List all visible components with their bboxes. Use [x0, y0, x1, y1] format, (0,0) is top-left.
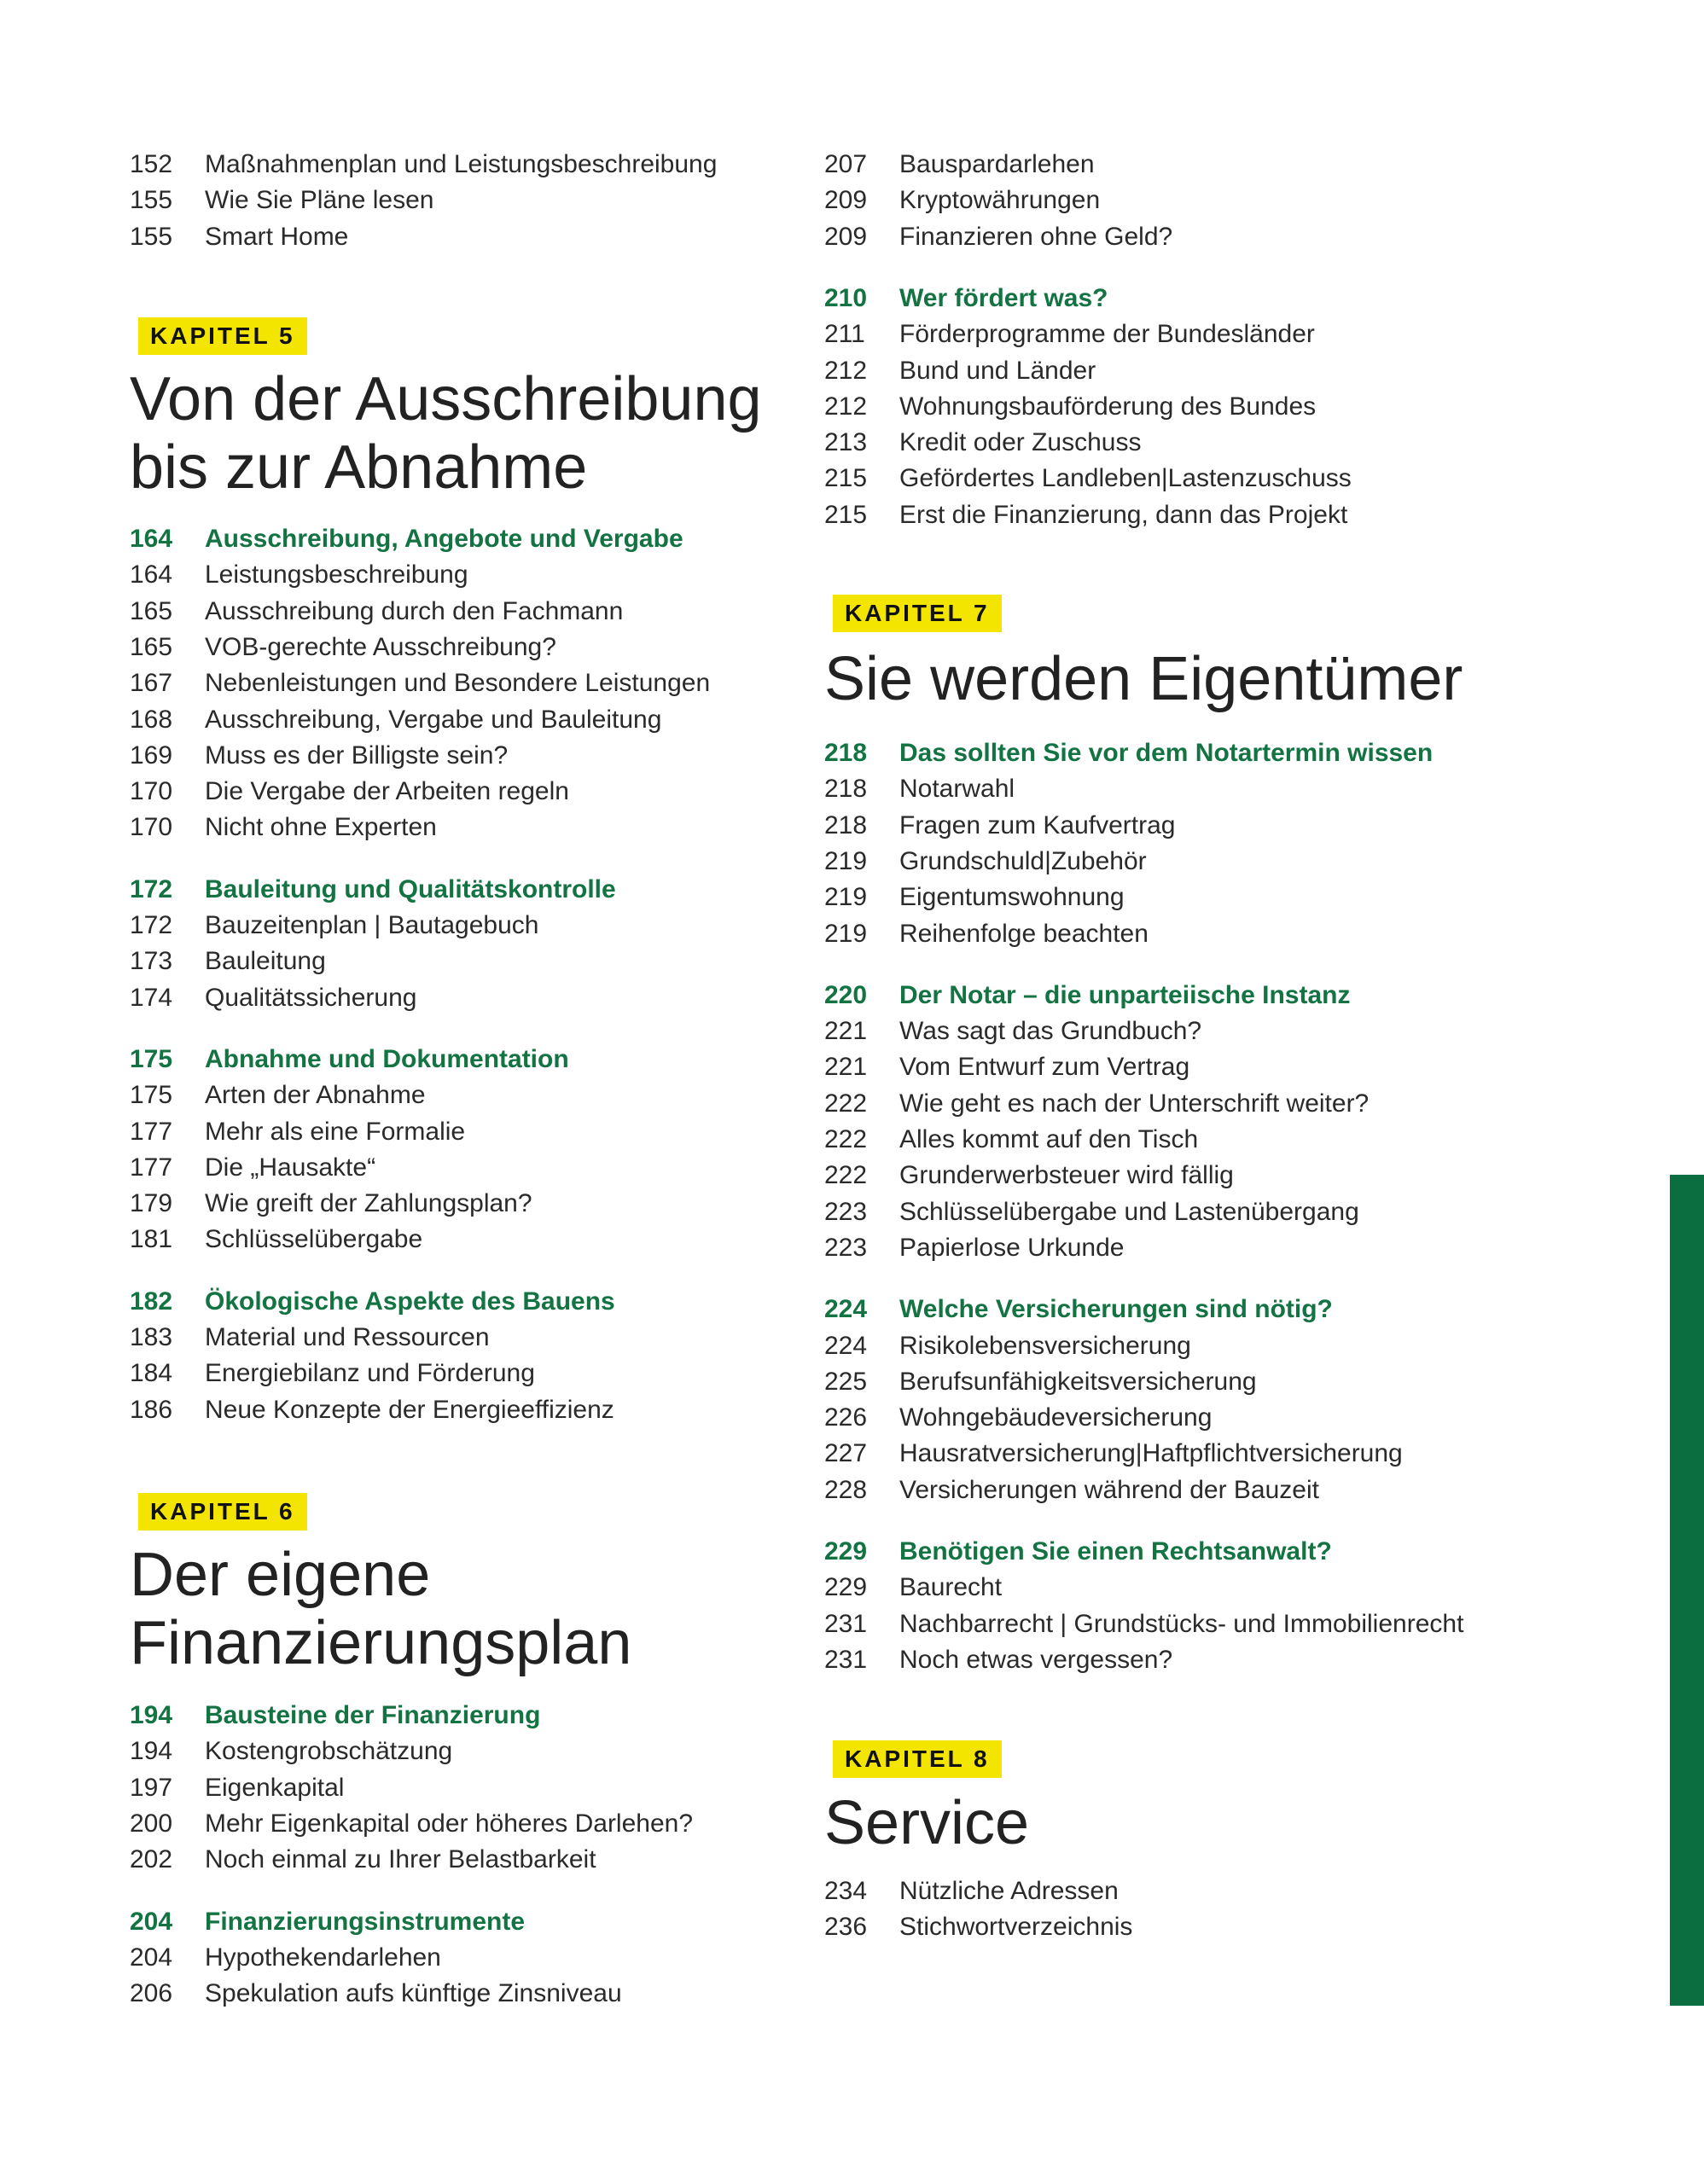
toc-entry-title: Nachbarrecht | Grundstücks- und Immobilienrecht — [899, 1609, 1464, 1638]
toc-page-number: 209 — [824, 222, 868, 251]
toc-page-number: 181 — [130, 1225, 173, 1254]
toc-page-number: 236 — [824, 1913, 868, 1942]
chapter-title: Sie werden Eigentümer — [824, 645, 1463, 713]
toc-entry-title: Reihenfolge beachten — [899, 919, 1149, 948]
toc-page-number: 164 — [130, 525, 173, 553]
chapter-title: Service — [824, 1789, 1030, 1857]
toc-entry-title: Baurecht — [899, 1573, 1003, 1602]
toc-page-number: 207 — [824, 150, 868, 178]
toc-entry-title: Stichwortverzeichnis — [899, 1913, 1133, 1942]
toc-entry-title: Wie Sie Pläne lesen — [205, 186, 434, 215]
toc-page-number: 172 — [130, 911, 173, 939]
toc-page-number: 168 — [130, 705, 173, 734]
toc-page-number: 218 — [824, 810, 868, 839]
toc-page-number: 223 — [824, 1197, 868, 1226]
toc-page-number: 211 — [824, 320, 865, 349]
toc-page-number: 228 — [824, 1475, 868, 1504]
toc-entry-title: Der Notar – die unparteiische Instanz — [899, 980, 1351, 1009]
toc-page-number: 194 — [130, 1701, 173, 1729]
toc-page-number: 186 — [130, 1395, 173, 1424]
toc-page-number: 194 — [130, 1737, 173, 1766]
toc-entry-title: Kostengrobschätzung — [205, 1737, 453, 1766]
toc-page-number: 183 — [130, 1323, 173, 1351]
toc-page-number: 219 — [824, 883, 868, 912]
toc-entry-title: Vom Entwurf zum Vertrag — [899, 1053, 1190, 1082]
toc-entry-title: Berufsunfähigkeitsversicherung — [899, 1367, 1257, 1396]
toc-entry-title: Nebenleistungen und Besondere Leistungen — [205, 669, 711, 698]
toc-entry-title: Mehr Eigenkapital oder höheres Darlehen? — [205, 1809, 694, 1838]
toc-entry-title: Schlüsselübergabe und Lastenübergang — [899, 1197, 1359, 1226]
toc-entry-title: Ausschreibung, Angebote und Vergabe — [205, 525, 683, 553]
toc-page-number: 175 — [130, 1081, 173, 1110]
toc-entry-title: Versicherungen während der Bauzeit — [899, 1475, 1319, 1504]
toc-entry-title: Papierlose Urkunde — [899, 1233, 1125, 1262]
toc-page-number: 231 — [824, 1609, 868, 1638]
toc-page-number: 164 — [130, 561, 173, 590]
toc-entry-title: Noch etwas vergessen? — [899, 1645, 1173, 1674]
toc-entry-title: Ausschreibung, Vergabe und Bauleitung — [205, 705, 662, 734]
toc-entry-title: Wohngebäudeversicherung — [899, 1403, 1213, 1432]
toc-page-number: 173 — [130, 947, 173, 976]
toc-page-number: 165 — [130, 632, 173, 661]
toc-entry-title: Bauspardarlehen — [899, 150, 1095, 178]
toc-entry-title: Bauleitung — [205, 947, 326, 976]
toc-page-number: 206 — [130, 1979, 173, 2008]
toc-page-number: 222 — [824, 1161, 868, 1190]
toc-page-number: 220 — [824, 980, 868, 1009]
toc-page-number: 177 — [130, 1117, 173, 1146]
toc-entry-title: Grundschuld|Zubehör — [899, 846, 1147, 875]
toc-entry-title: Schlüsselübergabe — [205, 1225, 423, 1254]
toc-entry-title: Grunderwerbsteuer wird fällig — [899, 1161, 1234, 1190]
toc-page-number: 221 — [824, 1053, 868, 1082]
toc-entry-title: Welche Versicherungen sind nötig? — [899, 1295, 1333, 1324]
toc-entry-title: Die Vergabe der Arbeiten regeln — [205, 777, 569, 806]
toc-page-number: 155 — [130, 222, 173, 251]
toc-entry-title: Die „Hausakte“ — [205, 1153, 376, 1182]
chapter-badge: KAPITEL 5 — [138, 317, 307, 355]
toc-page-number: 212 — [824, 392, 868, 421]
chapter-title: Finanzierungsplan — [130, 1609, 632, 1677]
side-thumb-tab — [1670, 1175, 1704, 2006]
toc-page-number: 210 — [824, 283, 868, 312]
toc-page-number: 229 — [824, 1537, 868, 1565]
toc-page-number: 222 — [824, 1089, 868, 1118]
toc-entry-title: Bauleitung und Qualitätskontrolle — [205, 874, 616, 903]
toc-page-number: 202 — [130, 1845, 173, 1874]
toc-entry-title: Muss es der Billigste sein? — [205, 741, 509, 770]
toc-entry-title: Wohnungsbauförderung des Bundes — [899, 392, 1317, 421]
toc-page-number: 172 — [130, 874, 173, 903]
toc-page-number: 218 — [824, 739, 868, 767]
toc-page-number: 225 — [824, 1367, 868, 1396]
toc-entry-title: Wie greift der Zahlungsplan? — [205, 1189, 532, 1218]
toc-entry-title: Smart Home — [205, 222, 349, 251]
toc-entry-title: Nützliche Adressen — [899, 1877, 1119, 1905]
toc-entry-title: Mehr als eine Formalie — [205, 1117, 466, 1146]
toc-entry-title: Gefördertes Landleben|Lastenzuschuss — [899, 464, 1352, 493]
toc-entry-title: Wer fördert was? — [899, 283, 1108, 312]
toc-page-number: 224 — [824, 1331, 868, 1360]
toc-entry-title: Qualitätssicherung — [205, 983, 417, 1012]
toc-page-number: 174 — [130, 983, 173, 1012]
toc-page-number: 169 — [130, 741, 173, 770]
toc-entry-title: Noch einmal zu Ihrer Belastbarkeit — [205, 1845, 596, 1874]
toc-page-number: 179 — [130, 1189, 173, 1218]
chapter-badge: KAPITEL 7 — [833, 595, 1002, 632]
toc-page-number: 229 — [824, 1573, 868, 1602]
chapter-badge: KAPITEL 6 — [138, 1493, 307, 1531]
toc-page-number: 155 — [130, 186, 173, 215]
toc-page-number: 231 — [824, 1645, 868, 1674]
toc-entry-title: Bund und Länder — [899, 356, 1096, 385]
chapter-title: bis zur Abnahme — [130, 433, 588, 502]
toc-entry-title: Ausschreibung durch den Fachmann — [205, 596, 624, 625]
toc-entry-title: Hypothekendarlehen — [205, 1943, 441, 1972]
toc-entry-title: Alles kommt auf den Tisch — [899, 1125, 1199, 1153]
toc-entry-title: Was sagt das Grundbuch? — [899, 1017, 1202, 1046]
toc-entry-title: Leistungsbeschreibung — [205, 561, 468, 590]
toc-page-number: 224 — [824, 1295, 868, 1324]
toc-entry-title: Notarwahl — [899, 775, 1015, 804]
toc-entry-title: Eigentumswohnung — [899, 883, 1125, 912]
toc-entry-title: Eigenkapital — [205, 1773, 345, 1802]
toc-page-number: 221 — [824, 1017, 868, 1046]
toc-page-number: 215 — [824, 500, 868, 529]
toc-entry-title: Spekulation aufs künftige Zinsniveau — [205, 1979, 622, 2008]
chapter-title: Von der Ausschreibung — [130, 365, 762, 433]
toc-entry-title: Finanzieren ohne Geld? — [899, 222, 1173, 251]
toc-page-number: 200 — [130, 1809, 173, 1838]
toc-entry-title: Nicht ohne Experten — [205, 813, 437, 842]
toc-entry-title: Neue Konzepte der Energieeffizienz — [205, 1395, 614, 1424]
toc-entry-title: Das sollten Sie vor dem Notartermin wissen — [899, 739, 1434, 767]
toc-page-number: 212 — [824, 356, 868, 385]
toc-entry-title: Abnahme und Dokumentation — [205, 1044, 569, 1073]
toc-page-number: 175 — [130, 1044, 173, 1073]
toc-page-number: 170 — [130, 777, 173, 806]
toc-page-number: 182 — [130, 1287, 173, 1316]
toc-page-number: 177 — [130, 1153, 173, 1182]
toc-entry-title: Finanzierungsinstrumente — [205, 1907, 526, 1936]
toc-entry-title: Kredit oder Zuschuss — [899, 428, 1142, 457]
toc-page-number: 218 — [824, 775, 868, 804]
toc-page-number: 226 — [824, 1403, 868, 1432]
toc-page-number: 152 — [130, 150, 173, 178]
toc-page-number: 184 — [130, 1359, 173, 1388]
toc-entry-title: Hausratversicherung|Haftpflichtversicherung — [899, 1439, 1403, 1468]
toc-entry-title: Material und Ressourcen — [205, 1323, 490, 1351]
toc-page-number: 222 — [824, 1125, 868, 1153]
toc-entry-title: Förderprogramme der Bundesländer — [899, 320, 1315, 349]
toc-page-number: 215 — [824, 464, 868, 493]
chapter-badge: KAPITEL 8 — [833, 1740, 1002, 1778]
toc-page-number: 204 — [130, 1907, 173, 1936]
toc-entry-title: Energiebilanz und Förderung — [205, 1359, 535, 1388]
toc-entry-title: Wie geht es nach der Unterschrift weiter? — [899, 1089, 1370, 1118]
toc-page-number: 170 — [130, 813, 173, 842]
toc-page-number: 213 — [824, 428, 868, 457]
toc-page-number: 234 — [824, 1877, 868, 1905]
toc-page-number: 165 — [130, 596, 173, 625]
toc-page-number: 219 — [824, 846, 868, 875]
toc-entry-title: VOB-gerechte Ausschreibung? — [205, 632, 556, 661]
toc-page-number: 227 — [824, 1439, 868, 1468]
toc-page-number: 204 — [130, 1943, 173, 1972]
toc-entry-title: Arten der Abnahme — [205, 1081, 426, 1110]
toc-page-number: 209 — [824, 186, 868, 215]
toc-page-number: 167 — [130, 669, 173, 698]
toc-page-number: 223 — [824, 1233, 868, 1262]
toc-entry-title: Maßnahmenplan und Leistungsbeschreibung — [205, 150, 718, 178]
toc-entry-title: Erst die Finanzierung, dann das Projekt — [899, 500, 1348, 529]
toc-entry-title: Benötigen Sie einen Rechtsanwalt? — [899, 1537, 1332, 1565]
toc-entry-title: Bausteine der Finanzierung — [205, 1701, 541, 1729]
toc-entry-title: Bauzeitenplan | Bautagebuch — [205, 911, 539, 939]
toc-entry-title: Ökologische Aspekte des Bauens — [205, 1287, 615, 1316]
toc-entry-title: Fragen zum Kaufvertrag — [899, 810, 1176, 839]
toc-page-number: 197 — [130, 1773, 173, 1802]
toc-entry-title: Kryptowährungen — [899, 186, 1101, 215]
toc-entry-title: Risikolebensversicherung — [899, 1331, 1191, 1360]
chapter-title: Der eigene — [130, 1541, 431, 1609]
toc-page-number: 219 — [824, 919, 868, 948]
